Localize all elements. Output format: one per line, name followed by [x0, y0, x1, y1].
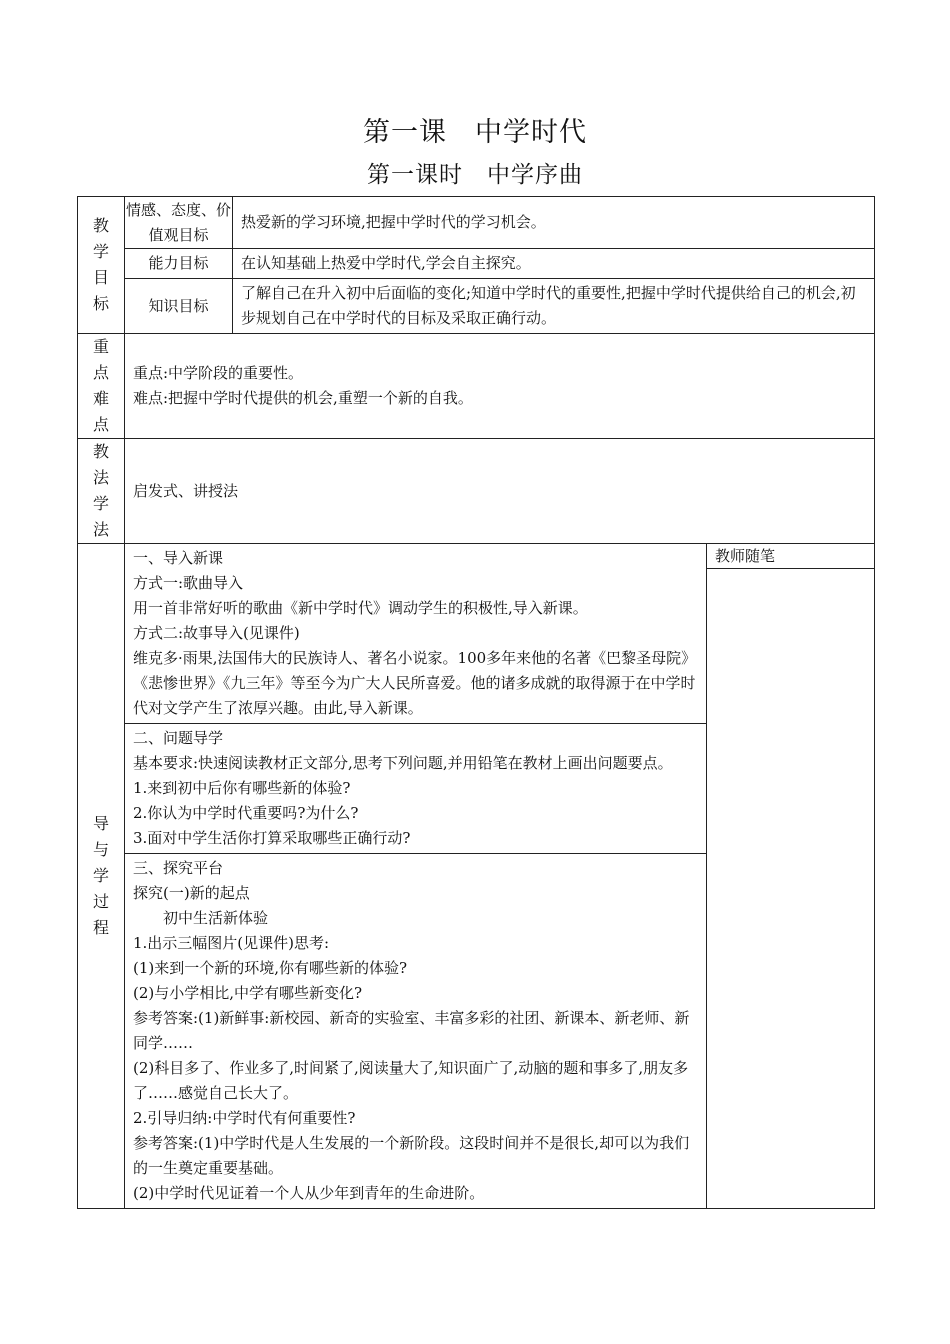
- teacher-notes-header: 教师随笔: [707, 544, 874, 569]
- text-line: 2.引导归纳:中学时代有何重要性?: [133, 1109, 356, 1127]
- objectives-label: 教学目标: [92, 216, 109, 313]
- text-line: (2)科目多了、作业多了,时间紧了,阅读量大了,知识面广了,动脑的题和事多了,朋友多了……感觉自己长大了。: [133, 1059, 689, 1102]
- text-line: 基本要求:快速阅读教材正文部分,思考下列问题,并用铅笔在教材上画出问题要点。: [133, 754, 673, 772]
- lesson-subtitle: 第一课时 中学序曲: [367, 162, 583, 188]
- process-content: [125, 544, 707, 1209]
- text-line: 1.出示三幅图片(见课件)思考:: [133, 934, 330, 952]
- text-line: 方式一:歌曲导入: [133, 574, 244, 592]
- section-heading: 一、导入新课: [133, 549, 224, 567]
- lesson-title: 第一课 中学时代: [363, 117, 587, 148]
- text-line: 探究(一)新的起点: [133, 884, 250, 902]
- difficult-point: 难点:把握中学时代提供的机会,重塑一个新的自我。: [133, 389, 473, 407]
- text-line: 用一首非常好听的歌曲《新中学时代》调动学生的积极性,导入新课。: [133, 599, 588, 617]
- objective-label: 知识目标: [125, 279, 233, 334]
- text-line: (2)中学时代见证着一个人从少年到青年的生命进阶。: [133, 1184, 485, 1202]
- key-points-content: [125, 334, 875, 439]
- objective-label: 情感、态度、价值观目标: [125, 197, 233, 249]
- process-sections: [125, 544, 706, 1208]
- text-line: 方式二:故事导入(见课件): [133, 624, 300, 642]
- process-label-cell: [78, 544, 125, 1209]
- process-label: 导与学过程: [92, 814, 109, 937]
- methods-label: 教法学法: [92, 442, 109, 539]
- key-points-label: 重点难点: [92, 337, 109, 434]
- text-line: 1.来到初中后你有哪些新的体验?: [133, 779, 351, 797]
- section-heading: 三、探究平台: [133, 859, 224, 877]
- text-line: 3.面对中学生活你打算采取哪些正确行动?: [133, 829, 411, 847]
- text-line: 2.你认为中学时代重要吗?为什么?: [133, 804, 359, 822]
- objective-text: 在认知基础上热爱中学时代,学会自主探究。: [233, 249, 875, 279]
- methods-label-cell: [78, 439, 125, 544]
- text-line: (2)与小学相比,中学有哪些新变化?: [133, 984, 363, 1002]
- section-heading: 二、问题导学: [133, 729, 224, 747]
- text-line: 参考答案:(1)中学时代是人生发展的一个新阶段。这段时间并不是很长,却可以为我们的一生奠定重要基础。: [133, 1134, 690, 1177]
- objective-text: 了解自己在升入初中后面临的变化;知道中学时代的重要性,把握中学时代提供给自己的机会,初步规划自己在中学时代的目标及采取正确行动。: [233, 279, 875, 334]
- key-point: 重点:中学阶段的重要性。: [133, 364, 304, 382]
- objective-label: 能力目标: [125, 249, 233, 279]
- text-line: (1)来到一个新的环境,你有哪些新的体验?: [133, 959, 408, 977]
- objectives-label-cell: [78, 197, 125, 334]
- text-line: 初中生活新体验: [163, 909, 269, 927]
- methods-text: 启发式、讲授法: [125, 439, 875, 544]
- text-line: 维克多·雨果,法国伟大的民族诗人、著名小说家。100多年来他的名著《巴黎圣母院》《悲惨世界》《九三年》等至今为广大人民所喜爱。他的诸多成就的取得源于在中学时代对文学产生了浓厚兴趣。由此,导入新课。: [133, 649, 697, 717]
- teacher-notes-column: [707, 544, 875, 1209]
- text-line: 参考答案:(1)新鲜事:新校园、新奇的实验室、丰富多彩的社团、新课本、新老师、新同学……: [133, 1009, 690, 1052]
- key-points-label-cell: [78, 334, 125, 439]
- objective-text: 热爱新的学习环境,把握中学时代的学习机会。: [233, 197, 875, 249]
- lesson-plan-table: [77, 196, 875, 1209]
